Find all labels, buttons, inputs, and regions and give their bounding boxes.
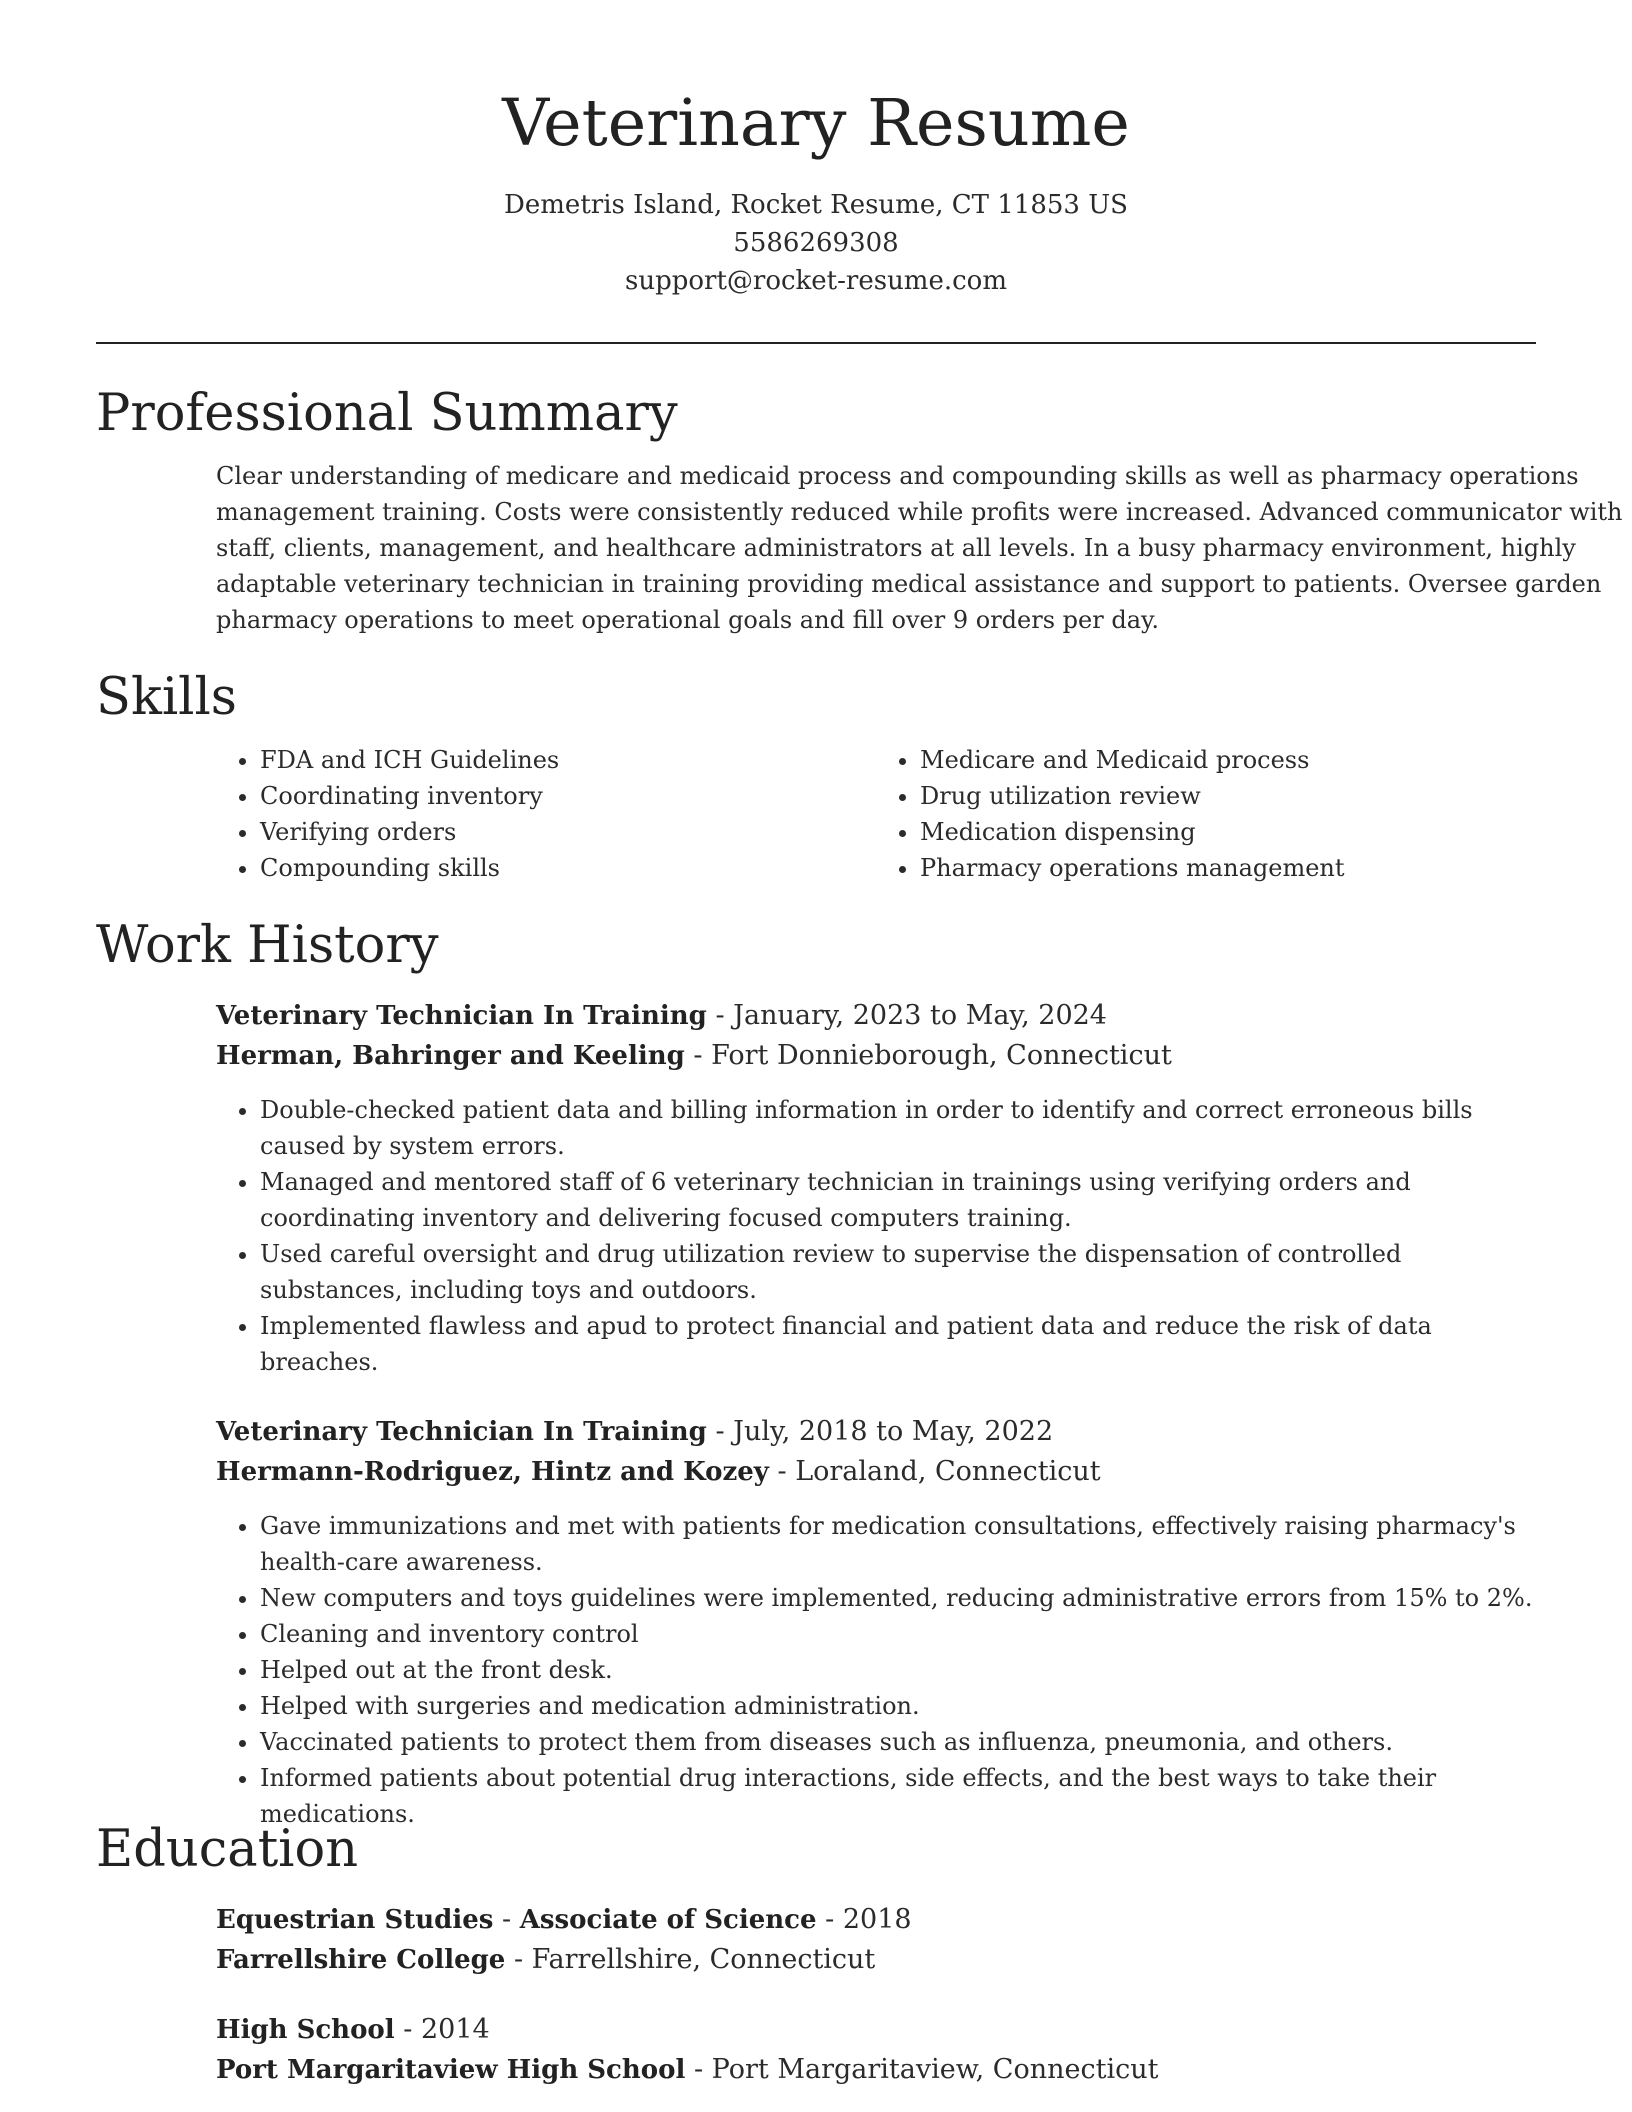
education-school-line: [216, 2050, 1536, 2090]
job-bullet: • Informed patients about potential drug interactions, side effects, and the best ways to take their medications.: [260, 1760, 1536, 1832]
job-entry: [216, 996, 1536, 1380]
job-company: Herman, Bahringer and Keeling: [216, 1041, 685, 1071]
skills-column-right: [876, 742, 1536, 886]
work-history-section: [96, 916, 1536, 1832]
education-degree: Associate of Science: [519, 1905, 817, 1935]
education-separator: -: [825, 1904, 843, 1935]
job-company-line: [216, 1036, 1536, 1076]
education-school: Farrellshire College: [216, 1945, 506, 1975]
education-school: Port Margaritaview High School: [216, 2055, 686, 2085]
job-bullet: • Implemented flawless and apud to protect financial and patient data and reduce the risk of data breaches.: [260, 1308, 1536, 1380]
job-separator: -: [693, 1040, 712, 1071]
job-bullet: • Gave immunizations and met with patients for medication consultations, effectively raising pharmacy's health-care awareness.: [260, 1508, 1536, 1580]
education-entry: [216, 2010, 1536, 2090]
skill-item: • Verifying orders: [260, 814, 876, 850]
education-school-line: [216, 1940, 1536, 1980]
education-separator: -: [502, 1904, 520, 1935]
education-title: Education: [96, 1820, 359, 1879]
education-year: 2014: [420, 2014, 490, 2045]
job-location: Fort Donnieborough, Connecticut: [711, 1040, 1172, 1071]
job-bullet: • Cleaning and inventory control: [260, 1616, 1536, 1652]
skill-item: • Coordinating inventory: [260, 778, 876, 814]
job-company-line: [216, 1452, 1536, 1492]
summary-section: [96, 384, 1623, 638]
education-entry: [216, 1900, 1536, 1980]
job-separator: -: [715, 1000, 734, 1031]
job-company: Hermann-Rodriguez, Hintz and Kozey: [216, 1457, 769, 1487]
job-dates: January, 2023 to May, 2024: [733, 1000, 1107, 1031]
header-divider: [96, 342, 1536, 344]
education-section: [96, 1820, 1536, 2090]
job-bullets: [216, 1092, 1536, 1380]
skill-item: • Pharmacy operations management: [920, 850, 1536, 886]
skills-title: Skills: [96, 668, 237, 727]
job-dates: July, 2018 to May, 2022: [733, 1416, 1054, 1447]
contact-email: support@rocket-resume.com: [624, 266, 1007, 296]
contact-info: [96, 186, 1536, 300]
contact-address: Demetris Island, Rocket Resume, CT 11853 US: [504, 190, 1128, 220]
education-separator: -: [403, 2014, 421, 2045]
job-bullet: • Helped with surgeries and medication administration.: [260, 1688, 1536, 1724]
job-bullet: • Double-checked patient data and billing information in order to identify and correct erroneous bills caused by system errors.: [260, 1092, 1536, 1164]
job-title-line: [216, 1412, 1536, 1452]
education-field: Equestrian Studies: [216, 1905, 494, 1935]
skills-section: [96, 668, 1536, 886]
skills-grid: [216, 742, 1536, 886]
job-separator: -: [715, 1416, 734, 1447]
job-bullet: • Vaccinated patients to protect them from diseases such as influenza, pneumonia, and others.: [260, 1724, 1536, 1760]
job-bullet: • Helped out at the front desk.: [260, 1652, 1536, 1688]
education-degree: High School: [216, 2015, 395, 2045]
skill-item: • Medication dispensing: [920, 814, 1536, 850]
resume-name: Veterinary Resume: [502, 86, 1130, 161]
skill-item: • FDA and ICH Guidelines: [260, 742, 876, 778]
job-title: Veterinary Technician In Training: [216, 1001, 707, 1031]
work-history-title: Work History: [96, 916, 439, 975]
job-bullet: • Managed and mentored staff of 6 veterinary technician in trainings using verifying orders and coordinating inventory and delivering focused computers training.: [260, 1164, 1536, 1236]
job-location: Loraland, Connecticut: [795, 1456, 1101, 1487]
summary-title: Professional Summary: [96, 384, 678, 443]
skill-item: • Compounding skills: [260, 850, 876, 886]
skill-item: • Drug utilization review: [920, 778, 1536, 814]
education-year: 2018: [842, 1904, 912, 1935]
education-location: Port Margaritaview, Connecticut: [711, 2054, 1159, 2085]
job-bullet: • Used careful oversight and drug utilization review to supervise the dispensation of controlled substances, including toys and outdoors.: [260, 1236, 1536, 1308]
education-separator: -: [693, 2054, 712, 2085]
job-entry: [216, 1412, 1536, 1832]
job-bullet: • New computers and toys guidelines were implemented, reducing administrative errors from 15% to 2%.: [260, 1580, 1536, 1616]
education-degree-line: [216, 1900, 1536, 1940]
resume-header: [96, 80, 1536, 300]
job-title-line: [216, 996, 1536, 1036]
summary-text: Clear understanding of medicare and medicaid process and compounding skills as well as pharmacy operations management training. Costs were consistently reduced while profits were increased. Advanced communicator with staff, clients, management, and healthcare administrators at all levels. In a busy pharmacy environment, highly adaptable veterinary technician in training providing medical assistance and support to patients. Oversee garden pharmacy operations to meet operational goals and fill over 9 orders per day.: [216, 462, 1623, 634]
education-degree-line: [216, 2010, 1536, 2050]
job-bullets: [216, 1508, 1536, 1832]
education-separator: -: [513, 1944, 532, 1975]
skill-item: • Medicare and Medicaid process: [920, 742, 1536, 778]
job-title: Veterinary Technician In Training: [216, 1417, 707, 1447]
contact-phone: 5586269308: [733, 228, 899, 258]
education-location: Farrellshire, Connecticut: [531, 1944, 876, 1975]
skills-column-left: [216, 742, 876, 886]
job-separator: -: [777, 1456, 796, 1487]
